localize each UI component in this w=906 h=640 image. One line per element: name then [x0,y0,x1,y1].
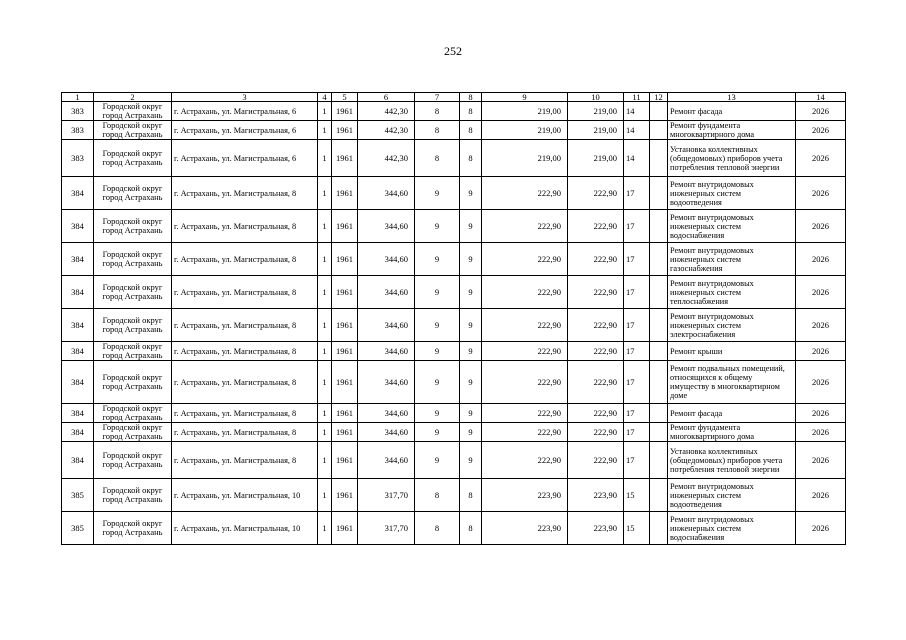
column-7-cell: 9 [415,177,460,210]
row-number-cell: 384 [62,210,94,243]
address-cell: г. Астрахань, ул. Магистральная, 8 [172,177,318,210]
column-11-cell: 17 [624,342,650,361]
column-12-cell [650,243,668,276]
municipality-cell: Городской округ город Астрахань [94,276,172,309]
work-type-cell: Ремонт внутридомовых инженерных систем электроснабжения [668,309,796,342]
column-8-cell: 8 [460,479,482,512]
column-9-cell: 219,00 [482,121,568,140]
column-4-cell: 1 [318,177,332,210]
year-cell: 1961 [332,361,358,404]
municipality-cell: Городской округ город Астрахань [94,404,172,423]
plan-year-cell: 2026 [796,243,846,276]
column-12-cell [650,121,668,140]
municipality-cell: Городской округ город Астрахань [94,423,172,442]
column-4-cell: 1 [318,404,332,423]
year-cell: 1961 [332,102,358,121]
column-8-cell: 8 [460,512,482,545]
work-type-cell: Ремонт фасада [668,102,796,121]
column-11-cell: 17 [624,276,650,309]
column-4-cell: 1 [318,512,332,545]
year-cell: 1961 [332,342,358,361]
plan-year-cell: 2026 [796,442,846,479]
column-10-cell: 222,90 [568,309,624,342]
column-4-cell: 1 [318,102,332,121]
address-cell: г. Астрахань, ул. Магистральная, 8 [172,442,318,479]
column-11-cell: 17 [624,243,650,276]
column-8-cell: 9 [460,361,482,404]
column-4-cell: 1 [318,361,332,404]
plan-year-cell: 2026 [796,404,846,423]
column-12-cell [650,442,668,479]
column-7-cell: 9 [415,361,460,404]
municipality-cell: Городской округ город Астрахань [94,243,172,276]
column-4-cell: 1 [318,243,332,276]
column-header: 3 [172,93,318,102]
area-cell: 344,60 [358,243,415,276]
column-11-cell: 15 [624,512,650,545]
column-9-cell: 222,90 [482,276,568,309]
table-row [62,479,846,512]
plan-year-cell: 2026 [796,102,846,121]
capital-repair-table [61,92,846,545]
column-9-cell: 223,90 [482,479,568,512]
column-8-cell: 8 [460,121,482,140]
work-type-cell: Ремонт внутридомовых инженерных систем водоотведения [668,177,796,210]
column-11-cell: 17 [624,442,650,479]
column-10-cell: 222,90 [568,243,624,276]
plan-year-cell: 2026 [796,423,846,442]
work-type-cell: Ремонт внутридомовых инженерных систем водоотведения [668,479,796,512]
column-10-cell: 219,00 [568,140,624,177]
work-type-cell: Ремонт внутридомовых инженерных систем газоснабжения [668,243,796,276]
table-row [62,342,846,361]
row-number-cell: 384 [62,243,94,276]
work-type-cell: Ремонт подвальных помещений, относящихся к общему имуществу в многоквартирном доме [668,361,796,404]
column-12-cell [650,423,668,442]
column-8-cell: 8 [460,102,482,121]
address-cell: г. Астрахань, ул. Магистральная, 6 [172,140,318,177]
column-9-cell: 219,00 [482,102,568,121]
municipality-cell: Городской округ город Астрахань [94,309,172,342]
column-9-cell: 222,90 [482,342,568,361]
municipality-cell: Городской округ город Астрахань [94,479,172,512]
column-9-cell: 219,00 [482,140,568,177]
year-cell: 1961 [332,423,358,442]
address-cell: г. Астрахань, ул. Магистральная, 8 [172,309,318,342]
column-12-cell [650,404,668,423]
column-4-cell: 1 [318,276,332,309]
area-cell: 344,60 [358,442,415,479]
column-10-cell: 222,90 [568,404,624,423]
column-12-cell [650,361,668,404]
row-number-cell: 385 [62,512,94,545]
column-7-cell: 9 [415,423,460,442]
column-9-cell: 222,90 [482,210,568,243]
row-number-cell: 384 [62,404,94,423]
municipality-cell: Городской округ город Астрахань [94,342,172,361]
table-row [62,276,846,309]
column-7-cell: 8 [415,479,460,512]
address-cell: г. Астрахань, ул. Магистральная, 6 [172,102,318,121]
column-10-cell: 222,90 [568,276,624,309]
address-cell: г. Астрахань, ул. Магистральная, 10 [172,479,318,512]
plan-year-cell: 2026 [796,210,846,243]
area-cell: 317,70 [358,479,415,512]
column-9-cell: 222,90 [482,177,568,210]
column-11-cell: 17 [624,404,650,423]
column-header: 5 [332,93,358,102]
column-9-cell: 222,90 [482,309,568,342]
address-cell: г. Астрахань, ул. Магистральная, 8 [172,404,318,423]
column-4-cell: 1 [318,479,332,512]
table-row [62,243,846,276]
column-9-cell: 222,90 [482,423,568,442]
plan-year-cell: 2026 [796,177,846,210]
column-8-cell: 9 [460,210,482,243]
row-number-cell: 383 [62,102,94,121]
area-cell: 344,60 [358,404,415,423]
address-cell: г. Астрахань, ул. Магистральная, 8 [172,243,318,276]
area-cell: 344,60 [358,342,415,361]
column-7-cell: 8 [415,140,460,177]
area-cell: 442,30 [358,140,415,177]
row-number-cell: 384 [62,361,94,404]
table-row [62,177,846,210]
column-8-cell: 9 [460,442,482,479]
column-header: 6 [358,93,415,102]
plan-year-cell: 2026 [796,361,846,404]
municipality-cell: Городской округ город Астрахань [94,442,172,479]
column-12-cell [650,177,668,210]
column-4-cell: 1 [318,140,332,177]
column-10-cell: 222,90 [568,342,624,361]
column-10-cell: 223,90 [568,512,624,545]
column-7-cell: 8 [415,121,460,140]
column-12-cell [650,479,668,512]
table-row [62,442,846,479]
page-number: 252 [444,44,462,58]
column-10-cell: 222,90 [568,177,624,210]
table-row [62,102,846,121]
table-row [62,404,846,423]
area-cell: 344,60 [358,177,415,210]
work-type-cell: Ремонт внутридомовых инженерных систем теплоснабжения [668,276,796,309]
year-cell: 1961 [332,512,358,545]
column-11-cell: 17 [624,423,650,442]
address-cell: г. Астрахань, ул. Магистральная, 8 [172,342,318,361]
area-cell: 442,30 [358,102,415,121]
work-type-cell: Установка коллективных (общедомовых) приборов учета потребления тепловой энергии [668,140,796,177]
column-7-cell: 9 [415,442,460,479]
row-number-cell: 384 [62,442,94,479]
year-cell: 1961 [332,442,358,479]
column-8-cell: 9 [460,276,482,309]
column-8-cell: 8 [460,140,482,177]
work-type-cell: Ремонт фасада [668,404,796,423]
plan-year-cell: 2026 [796,276,846,309]
row-number-cell: 385 [62,479,94,512]
column-number-header-row [62,93,846,102]
column-7-cell: 8 [415,102,460,121]
plan-year-cell: 2026 [796,479,846,512]
area-cell: 344,60 [358,361,415,404]
year-cell: 1961 [332,309,358,342]
column-12-cell [650,309,668,342]
year-cell: 1961 [332,177,358,210]
column-8-cell: 9 [460,342,482,361]
column-header: 4 [318,93,332,102]
column-7-cell: 9 [415,276,460,309]
row-number-cell: 384 [62,423,94,442]
column-4-cell: 1 [318,423,332,442]
column-9-cell: 222,90 [482,442,568,479]
area-cell: 317,70 [358,512,415,545]
address-cell: г. Астрахань, ул. Магистральная, 8 [172,210,318,243]
column-8-cell: 9 [460,404,482,423]
work-type-cell: Ремонт фундамента многоквартирного дома [668,423,796,442]
address-cell: г. Астрахань, ул. Магистральная, 8 [172,276,318,309]
work-type-cell: Ремонт крыши [668,342,796,361]
column-7-cell: 9 [415,342,460,361]
column-10-cell: 223,90 [568,479,624,512]
table-row [62,140,846,177]
address-cell: г. Астрахань, ул. Магистральная, 10 [172,512,318,545]
column-11-cell: 17 [624,210,650,243]
plan-year-cell: 2026 [796,121,846,140]
column-8-cell: 9 [460,243,482,276]
municipality-cell: Городской округ город Астрахань [94,512,172,545]
row-number-cell: 384 [62,276,94,309]
work-type-cell: Ремонт фундамента многоквартирного дома [668,121,796,140]
table-row [62,512,846,545]
table-row [62,121,846,140]
column-8-cell: 9 [460,423,482,442]
column-7-cell: 9 [415,243,460,276]
column-7-cell: 9 [415,404,460,423]
column-12-cell [650,276,668,309]
column-9-cell: 222,90 [482,243,568,276]
area-cell: 344,60 [358,210,415,243]
year-cell: 1961 [332,276,358,309]
plan-year-cell: 2026 [796,140,846,177]
area-cell: 344,60 [358,276,415,309]
column-9-cell: 223,90 [482,512,568,545]
column-10-cell: 222,90 [568,210,624,243]
column-header: 9 [482,93,568,102]
column-header: 8 [460,93,482,102]
table-row [62,309,846,342]
column-4-cell: 1 [318,121,332,140]
column-10-cell: 219,00 [568,121,624,140]
column-10-cell: 222,90 [568,361,624,404]
area-cell: 344,60 [358,423,415,442]
column-header: 7 [415,93,460,102]
municipality-cell: Городской округ город Астрахань [94,361,172,404]
row-number-cell: 383 [62,121,94,140]
column-11-cell: 17 [624,177,650,210]
year-cell: 1961 [332,243,358,276]
year-cell: 1961 [332,404,358,423]
plan-year-cell: 2026 [796,309,846,342]
column-header: 10 [568,93,624,102]
column-4-cell: 1 [318,442,332,479]
table-row [62,210,846,243]
column-11-cell: 17 [624,309,650,342]
column-4-cell: 1 [318,210,332,243]
work-type-cell: Установка коллективных (общедомовых) приборов учета потребления тепловой энергии [668,442,796,479]
column-9-cell: 222,90 [482,361,568,404]
column-header: 2 [94,93,172,102]
table-row [62,361,846,404]
column-header: 12 [650,93,668,102]
plan-year-cell: 2026 [796,512,846,545]
municipality-cell: Городской округ город Астрахань [94,102,172,121]
column-11-cell: 14 [624,121,650,140]
column-12-cell [650,210,668,243]
municipality-cell: Городской округ город Астрахань [94,121,172,140]
column-11-cell: 14 [624,140,650,177]
municipality-cell: Городской округ город Астрахань [94,210,172,243]
area-cell: 442,30 [358,121,415,140]
column-12-cell [650,140,668,177]
column-11-cell: 17 [624,361,650,404]
column-12-cell [650,512,668,545]
row-number-cell: 384 [62,177,94,210]
row-number-cell: 384 [62,309,94,342]
column-header: 13 [668,93,796,102]
column-4-cell: 1 [318,309,332,342]
address-cell: г. Астрахань, ул. Магистральная, 8 [172,423,318,442]
row-number-cell: 384 [62,342,94,361]
table-row [62,423,846,442]
column-9-cell: 222,90 [482,404,568,423]
column-4-cell: 1 [318,342,332,361]
municipality-cell: Городской округ город Астрахань [94,177,172,210]
column-12-cell [650,342,668,361]
column-7-cell: 9 [415,309,460,342]
column-10-cell: 219,00 [568,102,624,121]
year-cell: 1961 [332,121,358,140]
column-header: 11 [624,93,650,102]
plan-year-cell: 2026 [796,342,846,361]
row-number-cell: 383 [62,140,94,177]
column-8-cell: 9 [460,309,482,342]
column-8-cell: 9 [460,177,482,210]
address-cell: г. Астрахань, ул. Магистральная, 6 [172,121,318,140]
column-10-cell: 222,90 [568,423,624,442]
work-type-cell: Ремонт внутридомовых инженерных систем водоснабжения [668,512,796,545]
column-7-cell: 9 [415,210,460,243]
column-11-cell: 14 [624,102,650,121]
column-12-cell [650,102,668,121]
year-cell: 1961 [332,210,358,243]
column-header: 1 [62,93,94,102]
work-type-cell: Ремонт внутридомовых инженерных систем водоснабжения [668,210,796,243]
area-cell: 344,60 [358,309,415,342]
column-header: 14 [796,93,846,102]
year-cell: 1961 [332,140,358,177]
year-cell: 1961 [332,479,358,512]
column-11-cell: 15 [624,479,650,512]
address-cell: г. Астрахань, ул. Магистральная, 8 [172,361,318,404]
column-10-cell: 222,90 [568,442,624,479]
column-7-cell: 8 [415,512,460,545]
municipality-cell: Городской округ город Астрахань [94,140,172,177]
